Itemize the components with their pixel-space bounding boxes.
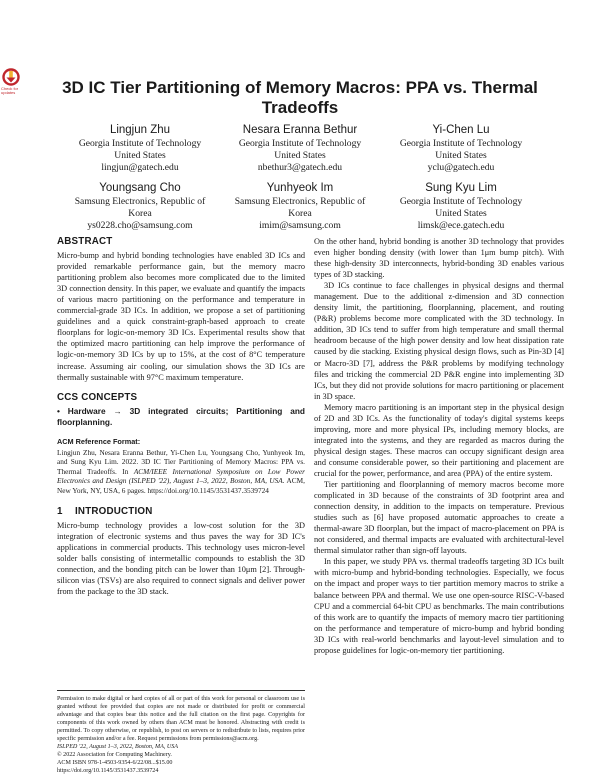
author-block bbox=[55, 123, 225, 174]
ccs-text: 3D integrated circuits; Partitioning and floorplanning. bbox=[57, 405, 305, 427]
author-email[interactable]: lingjun@gatech.edu bbox=[101, 162, 179, 173]
abstract-text: Micro-bump and hybrid bonding technologies have enabled 3D ICs and provided remarkable performance gain, but the memory macro partitioning problem also becomes more complicated due to the limited 3D connection density. In this paper, we evaluate and quantify the impacts of various macro partitioning on the performance and temperature in commercial-grade 3D ICs. In addition, we propose a set of partitioning guidelines and a quick constraint-graph-based approach to create floorplans for logic-on-memory 3D ICs. Experimental results show that the optimized macro partitioning can help improve the performance of logic-on-memory 3D ICs by up to 15%, at the cost of 8°C temperature increase. Assuming air cooling, our simulation shows the 3D ICs are thermally sustainable with 97°C maximum temperature. bbox=[57, 251, 305, 382]
doi-link[interactable]: https://doi.org/10.1145/3531437.3539724 bbox=[57, 768, 159, 774]
acm-reference-authors: Lingjun Zhu, Nesara Eranna Bethur, Yi-Chen Lu, Youngsang Cho, Yunhyeok Im, and Sung Kyu Lim. 2022. 3D IC Tier Partitioning of Memory Macros: PPA vs. Thermal Tradeoffs. In bbox=[57, 447, 305, 476]
author-block bbox=[376, 181, 546, 232]
author-country: United States bbox=[435, 150, 487, 161]
paper-title: 3D IC Tier Partitioning of Memory Macros: PPA vs. Thermal Tradeoffs bbox=[62, 78, 538, 117]
left-column bbox=[57, 236, 305, 597]
section-number: 1 bbox=[57, 505, 63, 517]
paragraph: On the other hand, hybrid bonding is another 3D technology that provides even higher bonding density (with lower than 1μm bump pitch). With these high-density 3D interconnects, hybrid-bonding 3D enables various types of 3D stacking. bbox=[314, 237, 564, 280]
section-title: INTRODUCTION bbox=[75, 505, 153, 517]
author-block bbox=[215, 181, 385, 232]
abstract-heading: ABSTRACT bbox=[57, 236, 113, 247]
paragraph: 3D ICs continue to face challenges in physical designs and thermal management. Due to the additional z-dimension and 3D connection density limit, the partitioning, floorplanning, placement, and routing (P&R) problems become more complicated with the 3D technology. In addition, 3D ICs tend to suffer from high temperature and small thermal headroom because of the high power density and low heat dissipation rate caused by die stacking. Existing physical design flows, such as Pin-3D [4] or Macro-3D [7], address the P&R problems by modifying technology files and tricking the commercial 2D P&R engine into implementing 3D ICs, but they did not provide solutions for macro partitioning or placement in 3D space. bbox=[314, 281, 564, 401]
ccs-concepts bbox=[57, 406, 305, 428]
author-country: Korea bbox=[128, 208, 152, 219]
author-affiliation: Samsung Electronics, Republic of bbox=[74, 196, 206, 207]
ccs-heading: CCS CONCEPTS bbox=[57, 391, 138, 403]
permission-text: Permission to make digital or hard copies of all or part of this work for personal or classroom use is granted without fee provided that copies are not made or distributed for profit or commercial advantage and that copies bear this notice and the full citation on the first page. Copyrights for components of this work owned by others than ACM must be honored. Abstracting with credit is permitted. To copy otherwise, or republish, to post on servers or to redistribute to lists, requires prior specific permission and/or a fee. Request permissions from permissions@acm.org. bbox=[57, 696, 305, 742]
badge-label: Check for updates bbox=[1, 86, 19, 95]
paragraph: Tier partitioning and floorplanning of memory macros become more complicated in 3D because of the constraints of 3D footprint area and connection density, in addition to the impacts on temperature. Previous studies such as [6] have proposed automatic approaches to create a thermal-aware 3D floorplan, but the impact of macro-placement on PPA is not considered, and thermal impacts are evaluated with architectural-level thermal simulator rather than sign-off layouts. bbox=[314, 480, 564, 556]
conference-line: ISLPED '22, August 1–3, 2022, Boston, MA, USA bbox=[57, 744, 179, 750]
author-email[interactable]: nbethur3@gatech.edu bbox=[257, 162, 343, 173]
paragraph: In this paper, we study PPA vs. thermal tradeoffs targeting 3D ICs built with micro-bump and hybrid-bonding technologies. Especially, we focus on the impact and proper ways to tier partition memory macros to strike a balance between PPA and thermal. We use one open-source RISC-V-based CPU and a commercial 64-bit CPU as benchmarks. The main contributions of this work are to quantify the impacts of memory macro tier partitioning on the performance and temperature of micro-bump and hybrid bonding 3D ICs with real-world benchmarks and layout-level simulation and to propose guidelines for logic-on-memory tier partitioning. bbox=[314, 557, 564, 655]
author-affiliation: Georgia Institute of Technology bbox=[399, 196, 523, 207]
isbn-line: ACM ISBN 978-1-4503-9354-6/22/08...$15.00 bbox=[57, 760, 173, 766]
intro-paragraph: Micro-bump technology provides a low-cost solution for the 3D integration of electronic systems and thus paves the way for 3D IC's applications in commercial products. This technology uses micron-level solder balls consisting of intermetallic compounds to establish the 3D connection, and the bonding pitch can be lower than 10μm [2]. Through-silicon vias (TSVs) are also required to connect signals and deliver power from the package to the 3D stack. bbox=[57, 520, 305, 596]
check-for-updates-badge[interactable] bbox=[0, 68, 22, 98]
author-block bbox=[376, 123, 546, 174]
author-name: Yunhyeok Im bbox=[266, 182, 334, 194]
author-email[interactable]: imim@samsung.com bbox=[259, 220, 341, 231]
author-email[interactable]: ys0228.cho@samsung.com bbox=[87, 220, 193, 231]
acm-reference-doi[interactable]: ACM, New York, NY, USA, 6 pages. https://doi.org/10.1145/3531437.3539724 bbox=[57, 476, 305, 496]
author-country: United States bbox=[274, 150, 326, 161]
copyright-line: © 2022 Association for Computing Machinery. bbox=[57, 752, 172, 758]
author-country: United States bbox=[114, 150, 166, 161]
author-block bbox=[215, 123, 385, 174]
paragraph: Memory macro partitioning is an important step in the physical design of 2D and 3D ICs. As the functionality of today's digital systems keeps improving, more and more physical IPs, including memory blocks, are integrated into the systems, and they are regarded as macros during the physical design stages. These macros can occupy significant design area and consume considerable power, so their partitioning and placement are crucial for the power, performance, and area (PPA) of the entire system. bbox=[314, 402, 564, 478]
ccs-prefix: • Hardware → bbox=[57, 405, 130, 416]
right-column bbox=[314, 236, 564, 656]
intro-heading bbox=[57, 506, 305, 517]
author-affiliation: Georgia Institute of Technology bbox=[399, 138, 523, 149]
author-name: Sung Kyu Lim bbox=[425, 182, 497, 194]
author-email[interactable]: limsk@ece.gatech.edu bbox=[417, 220, 505, 231]
acm-reference-text bbox=[57, 448, 305, 496]
author-name: Yi-Chen Lu bbox=[432, 124, 490, 136]
permission-footnote bbox=[57, 690, 305, 775]
acm-reference-venue: ACM/IEEE International Symposium on Low Power Electronics and Design (ISLPED '22), August 1–3, 2022, Boston, MA, USA. bbox=[57, 466, 305, 486]
author-name: Youngsang Cho bbox=[99, 182, 181, 194]
author-affiliation: Samsung Electronics, Republic of bbox=[234, 196, 366, 207]
author-name: Nesara Eranna Bethur bbox=[242, 124, 358, 136]
acm-reference-heading: ACM Reference Format: bbox=[57, 436, 141, 446]
author-affiliation: Georgia Institute of Technology bbox=[78, 138, 202, 149]
author-country: Korea bbox=[288, 208, 312, 219]
author-email[interactable]: yclu@gatech.edu bbox=[427, 162, 495, 173]
author-country: United States bbox=[435, 208, 487, 219]
author-block bbox=[55, 181, 225, 232]
author-name: Lingjun Zhu bbox=[109, 124, 171, 136]
author-affiliation: Georgia Institute of Technology bbox=[238, 138, 362, 149]
